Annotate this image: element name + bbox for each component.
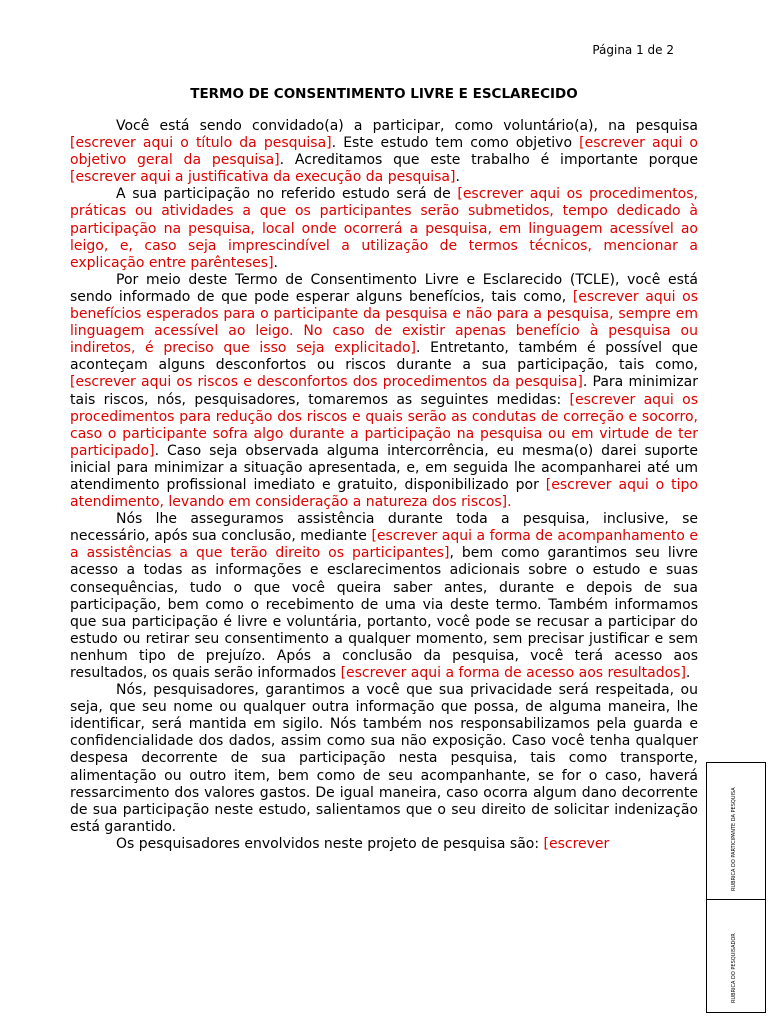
placeholder-text: [escrever aqui os procedimentos, práticas ou atividades a que os participantes serão submetidos, tempo dedicado à participação na pesquisa, local onde ocorrerá a pesquisa, em linguagem acessível ao leigo, e, caso seja imprescindível a utilização de termos técnicos, mencionar a explicação entre parênteses] [70, 186, 698, 271]
placeholder-text: [escrever aqui o título da pesquisa] [70, 135, 332, 152]
paragraph [70, 511, 698, 682]
page-number: Página 1 de 2 [592, 43, 674, 57]
paragraph [70, 836, 698, 853]
body-text: A sua participação no referido estudo será de [116, 186, 458, 203]
paragraph [70, 118, 698, 186]
paragraph [70, 272, 698, 511]
body-text: Nós, pesquisadores, garantimos a você que sua privacidade será respeitada, ou seja, que seu nome ou qualquer outra informação que possa, de alguma maneira, lhe identificar, será mantida em sigilo. Nós também nos responsabilizamos pela guarda e confidencialidade dos dados, assim como sua não exposição. Caso você tenha qualquer despesa decorrente de sua participação nesta pesquisa, tais como transporte, alimentação ou outro item, bem como de seu acompanhante, se for o caso, haverá ressarcimento dos valores gastos. De igual maneira, caso ocorra algum dano decorrente de sua participação neste estudo, salientamos que o seu direito de solicitar indenização está garantido. [70, 682, 698, 835]
body-text: . Caso seja observada alguma intercorrência, eu mesma(o) darei suporte inicial para minimizar a situação apresentada, e, em seguida lhe acompanharei até um atendimento profissional imediato e gratuito, disponibilizado por [70, 442, 698, 493]
placeholder-text: [escrever aqui a justificativa da execução da pesquisa] [70, 169, 456, 186]
body-text: . [685, 665, 691, 681]
body-text: . Este estudo tem como objetivo [331, 135, 580, 152]
body-text: . [273, 254, 278, 271]
body-text: . Para minimizar tais riscos, nós, pesquisadores, tomaremos as seguintes medidas: [70, 374, 698, 408]
body-text: , bem como garantimos seu livre acesso a todas as informações e esclarecimentos adicionais sobre o estudo e suas consequências, tudo o que você queira saber antes, durante e depois de sua participação, bem como o recebimento de uma via deste termo. Também informamos que sua participação é livre e voluntária, portanto, você pode se recusar a participar do estudo ou retirar seu consentimento a qualquer momento, sem precisar justificar e sem nenhum tipo de prejuízo. Após a conclusão da pesquisa, você terá acesso aos resultados, os quais serão informados [70, 545, 699, 681]
participant-rubric-label: RUBRICA DO PARTICIPANTE DA PESQUISA [731, 787, 737, 891]
document-body [70, 118, 698, 853]
rubric-box [706, 762, 766, 1013]
placeholder-text: [escrever aqui o tipo atendimento, levando em consideração a natureza dos riscos]. [70, 476, 698, 511]
placeholder-text: [escrever [543, 835, 610, 852]
placeholder-text: [escrever aqui a forma de acompanhamento e a assistências a que terão direito os participantes] [70, 528, 699, 562]
body-text: . [455, 169, 460, 186]
placeholder-text: [escrever aqui os riscos e desconfortos dos procedimentos da pesquisa] [70, 374, 583, 391]
rubric-divider [707, 899, 765, 900]
paragraph [70, 682, 698, 836]
body-text: Os pesquisadores envolvidos neste projeto de pesquisa são: [116, 835, 544, 852]
placeholder-text: [escrever aqui a forma de acesso aos resultados] [340, 665, 686, 681]
body-text: Você está sendo convidado(a) a participar, como voluntário(a), na pesquisa [116, 118, 698, 134]
body-text: Nós lhe asseguramos assistência durante toda a pesquisa, inclusive, se necessário, após sua conclusão, mediante [70, 511, 698, 545]
body-text: Por meio deste Termo de Consentimento Livre e Esclarecido (TCLE), você está sendo informado de que pode esperar alguns benefícios, tais como, [70, 271, 698, 305]
placeholder-text: [escrever aqui os procedimentos para redução dos riscos e quais serão as condutas de correção e socorro, caso o participante sofra algo durante a participação na pesquisa ou em virtude de ter participado] [70, 391, 698, 459]
paragraph [70, 186, 698, 271]
body-text: . Acreditamos que este trabalho é importante porque [279, 152, 698, 169]
document-title: TERMO DE CONSENTIMENTO LIVRE E ESCLARECIDO [190, 86, 578, 102]
placeholder-text: [escrever aqui o objetivo geral da pesquisa] [70, 135, 698, 169]
researcher-rubric-label: RUBRICA DO PESQUISADOR [731, 933, 737, 1003]
placeholder-text: [escrever aqui os benefícios esperados para o participante da pesquisa e não para a pesquisa, sempre em linguagem acessível ao leigo. No caso de existir apenas benefício à pesquisa ou indiretos, é preciso que isso seja explicitado] [70, 288, 698, 357]
body-text: . Entretanto, também é possível que aconteçam alguns desconfortos ou riscos durante a sua participação, tais como, [70, 340, 698, 374]
